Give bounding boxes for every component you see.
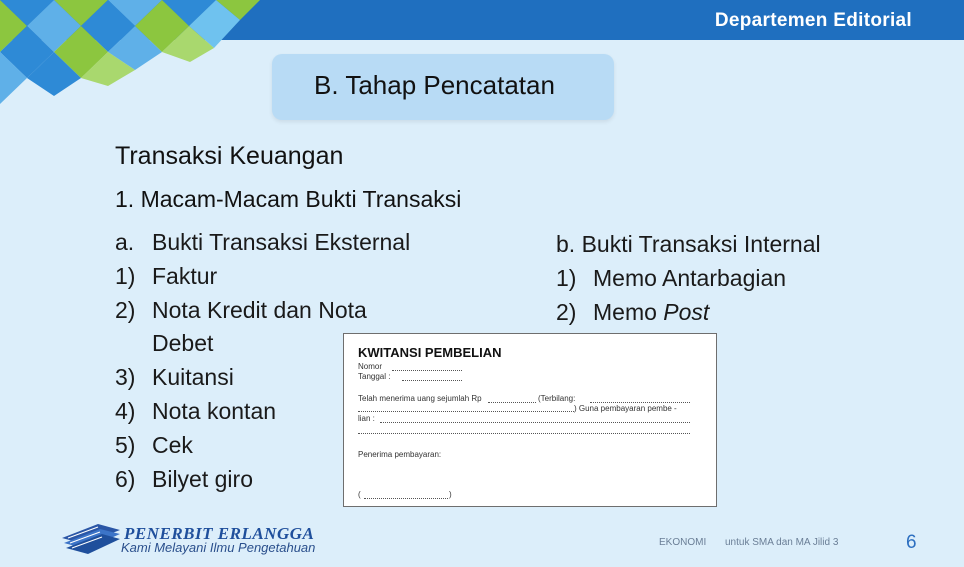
receipt-nomor-label: Nomor — [358, 362, 383, 371]
receipt-penerima-text: Penerima pembayaran: — [358, 450, 442, 459]
receipt-dotline — [402, 380, 462, 381]
list-item-italic-text: Post — [663, 298, 710, 325]
receipt-dotline — [590, 402, 690, 403]
slide-heading: Transaksi Keuangan — [115, 142, 344, 170]
list-item — [115, 260, 455, 294]
receipt-signature-close: ) — [449, 490, 452, 499]
list-marker: a. — [115, 229, 135, 255]
publisher-name: PENERBIT ERLANGGA — [124, 524, 315, 543]
receipt-image — [343, 333, 717, 507]
section-title: B. Tahap Pencatatan — [314, 70, 555, 100]
receipt-dotline — [380, 422, 690, 423]
footer-level: untuk SMA dan MA Jilid 3 — [725, 537, 839, 548]
list-item-text: Bilyet giro — [152, 465, 253, 492]
list-item-text: Cek — [152, 431, 193, 458]
list-item-text: Memo Antarbagian — [593, 264, 787, 291]
list-item-text: Faktur — [152, 262, 218, 289]
receipt-title: KWITANSI PEMBELIAN — [358, 345, 502, 360]
receipt-lian-text: lian : — [358, 414, 375, 423]
list-item-text: Kuitansi — [152, 364, 234, 391]
page-number: 6 — [906, 532, 917, 553]
list-marker: 4) — [115, 397, 136, 424]
footer-subject: EKONOMI — [659, 537, 707, 548]
receipt-dotline — [358, 411, 574, 412]
receipt-tanggal-label: Tanggal : — [358, 372, 391, 381]
header-mosaic-graphic — [0, 0, 260, 110]
list-marker: 1) — [115, 262, 136, 289]
list-heading-internal — [556, 228, 896, 262]
receipt-telah-text: Telah menerima uang sejumlah Rp — [358, 394, 482, 403]
list-heading-external — [115, 226, 455, 260]
list-item-text: Nota kontan — [152, 397, 277, 424]
list-marker: 2) — [556, 298, 577, 325]
internal-transaction-list — [556, 228, 896, 329]
list-heading-text: Bukti Transaksi Internal — [581, 231, 821, 257]
list-item — [556, 296, 896, 330]
list-marker: 5) — [115, 431, 136, 458]
receipt-signature-open: ( — [358, 490, 361, 499]
list-marker: 3) — [115, 364, 136, 391]
receipt-terbilang-text: (Terbilang: — [538, 394, 576, 403]
list-marker: 2) — [115, 296, 136, 323]
stacked-books-icon — [62, 522, 120, 554]
section-title-box — [272, 54, 614, 120]
list-marker: 1) — [556, 264, 577, 291]
publisher-tagline: Kami Melayani Ilmu Pengetahuan — [121, 540, 316, 555]
receipt-dotline — [488, 402, 536, 403]
list-marker: 6) — [115, 465, 136, 492]
department-title: Departemen Editorial — [714, 10, 912, 31]
receipt-dotline — [364, 498, 448, 499]
list-item — [556, 262, 896, 296]
receipt-dotline — [358, 433, 690, 434]
list-marker: b. — [556, 231, 576, 257]
receipt-dotline — [392, 370, 462, 371]
slide-subheading: 1. Macam-Macam Bukti Transaksi — [115, 186, 462, 212]
receipt-guna-text: ) Guna pembayaran pembe - — [574, 404, 677, 413]
list-heading-text: Bukti Transaksi Eksternal — [152, 229, 411, 255]
list-item-text: Memo — [593, 298, 657, 325]
list-item-text: Nota Kredit dan Nota Debet — [152, 296, 367, 357]
